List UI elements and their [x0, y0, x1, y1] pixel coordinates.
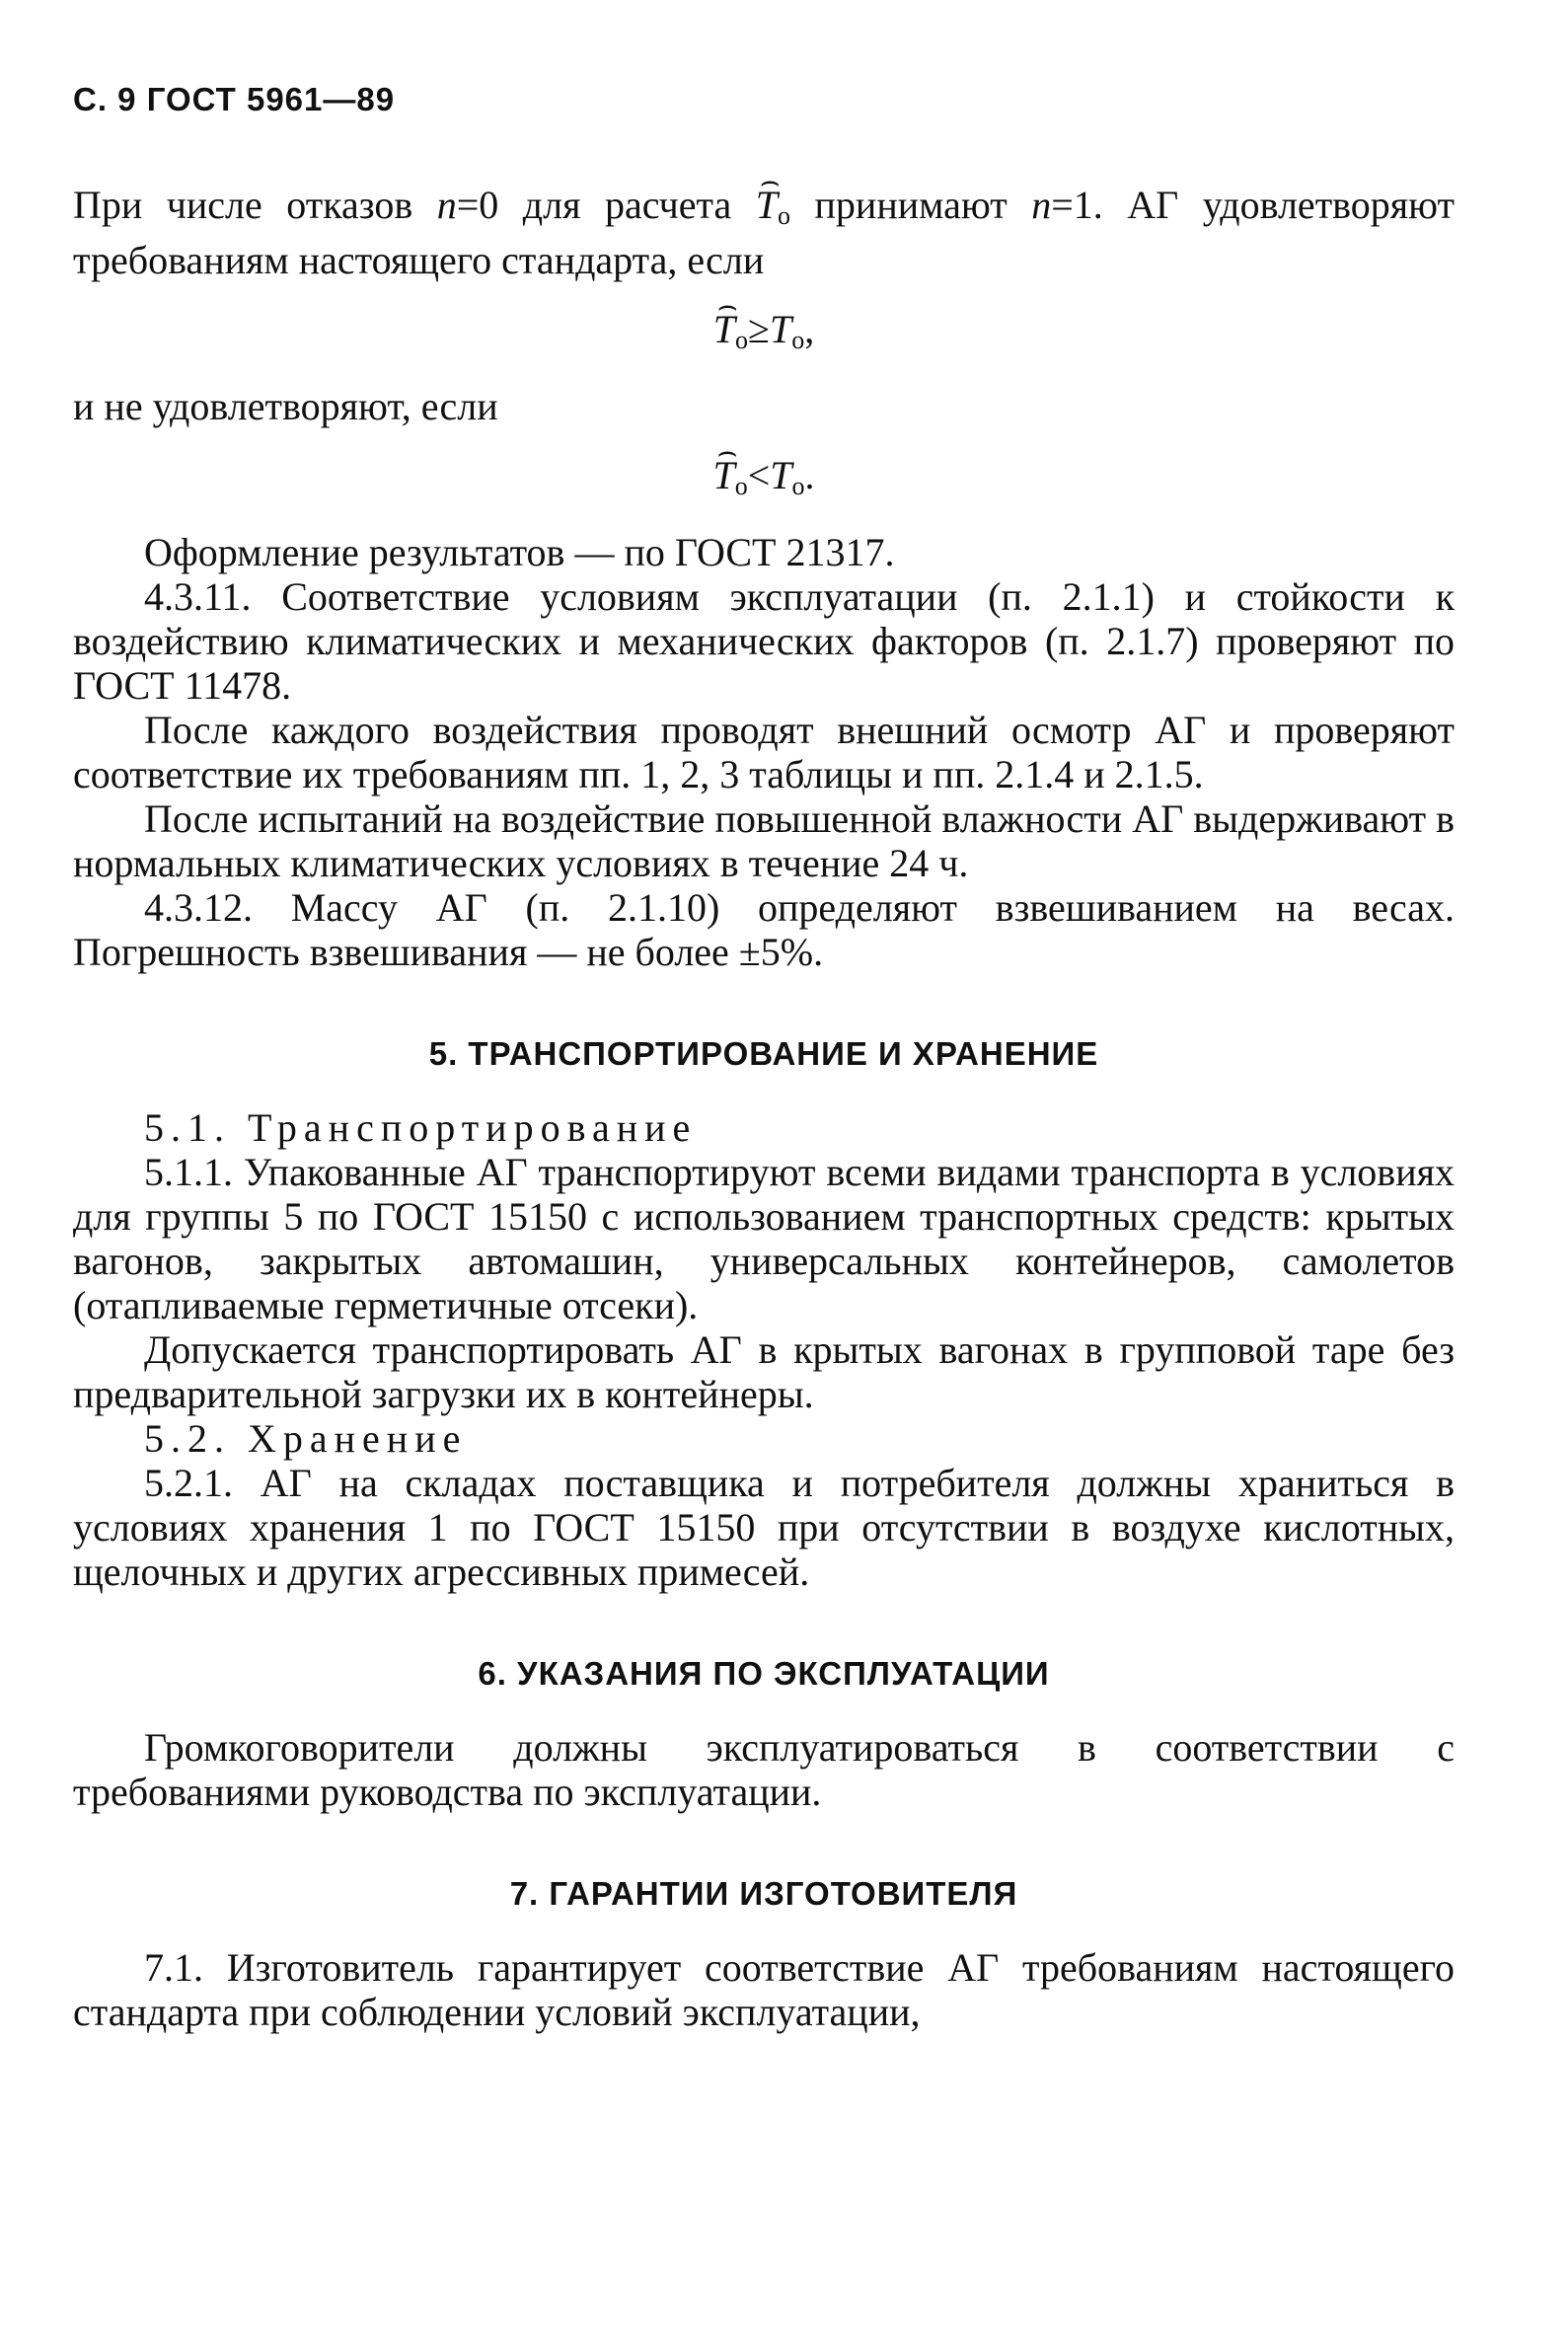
- formula2-sub1: o: [734, 472, 748, 500]
- paragraph-5-1-1: 5.1.1. Упакованные АГ транспортируют всеми видами транспорта в условиях для группы 5 по ГОСТ 15150 с использованием транспортных средств: крытых вагонов, закрытых автомашин, универсальных контейнеров, самолетов (отапливаемые герметичные отсеки).: [73, 1150, 1455, 1327]
- formula2-rhs: T: [770, 453, 792, 497]
- paragraph-7-1: 7.1. Изготовитель гарантирует соответствие АГ требованиям настоящего стандарта при соблюдении условий эксплуатации,: [73, 1945, 1455, 2034]
- subsection-5-1-title: 5.1. Транспортирование: [144, 1105, 698, 1150]
- intro-text-b: =0 для расчета: [456, 183, 732, 227]
- section-6-title: 6. УКАЗАНИЯ ПО ЭКСПЛУАТАЦИИ: [478, 1655, 1050, 1692]
- paragraph-results: Оформление результатов — по ГОСТ 21317.: [144, 530, 895, 574]
- paragraph-4-3-12: 4.3.12. Массу АГ (п. 2.1.10) определяют взвешиванием на весах. Погрешность взвешивания — не более ±5%.: [73, 885, 1455, 974]
- formula1-rhs: T: [769, 307, 792, 351]
- formula-lt: [73, 453, 1455, 508]
- intro-var-T-hat: ⌢ T: [756, 183, 778, 227]
- formula-ge: [73, 307, 1455, 362]
- paragraph-6: Громкоговорители должны эксплуатироваться в соответствии с требованиями руководства по эксплуатации.: [73, 1725, 1455, 1814]
- intro-var-n2: n: [1031, 183, 1052, 227]
- intro-sub: o: [778, 201, 791, 230]
- formula2-op: <: [747, 453, 771, 497]
- paragraph-intro: [73, 183, 1455, 282]
- paragraph-5-1-1-allowed: Допускается транспортировать АГ в крытых вагонах в групповой таре без предварительной загрузки их в контейнеры.: [73, 1327, 1455, 1416]
- formula1-op: ≥: [748, 307, 770, 351]
- paragraph-not-satisfy: и не удовлетворяют, если: [73, 384, 498, 428]
- subsection-5-2-title: 5.2. Хранение: [144, 1416, 468, 1461]
- formula2-lhs: ⌢ T: [712, 453, 734, 497]
- page-header: С. 9 ГОСТ 5961—89: [73, 81, 396, 117]
- intro-text-c: принимают: [814, 183, 1008, 227]
- formula2-end: .: [804, 453, 815, 497]
- paragraph-4-3-11: 4.3.11. Соответствие условиям эксплуатации (п. 2.1.1) и стойкости к воздействию климатических и механических факторов (п. 2.1.7) проверяют по ГОСТ 11478.: [73, 574, 1455, 708]
- paragraph-humidity: После испытаний на воздействие повышенной влажности АГ выдерживают в нормальных климатических условиях в течение 24 ч.: [73, 796, 1455, 885]
- intro-text-d: =1. АГ удовлетворяют требованиям настоящего стандарта, если: [73, 183, 1456, 282]
- section-7-title: 7. ГАРАНТИИ ИЗГОТОВИТЕЛЯ: [509, 1875, 1018, 1912]
- intro-var-n: n: [436, 183, 457, 227]
- formula2-sub2: o: [791, 472, 805, 500]
- formula1-sub2: o: [791, 326, 805, 354]
- formula1-end: ,: [804, 307, 815, 351]
- formula1-sub1: o: [735, 326, 749, 354]
- intro-text-a: При числе отказов: [73, 183, 413, 227]
- formula1-lhs: ⌢ T: [713, 307, 735, 351]
- paragraph-after-impact: После каждого воздействия проводят внешний осмотр АГ и проверяют соответствие их требованиям пп. 1, 2, 3 таблицы и пп. 2.1.4 и 2.1.5.: [73, 708, 1455, 796]
- paragraph-5-2-1: 5.2.1. АГ на складах поставщика и потребителя должны храниться в условиях хранения 1 по ГОСТ 15150 при отсутствии в воздухе кислотных, щелочных и других агрессивных примесей.: [73, 1461, 1455, 1594]
- section-5-title: 5. ТРАНСПОРТИРОВАНИЕ И ХРАНЕНИЕ: [428, 1035, 1099, 1072]
